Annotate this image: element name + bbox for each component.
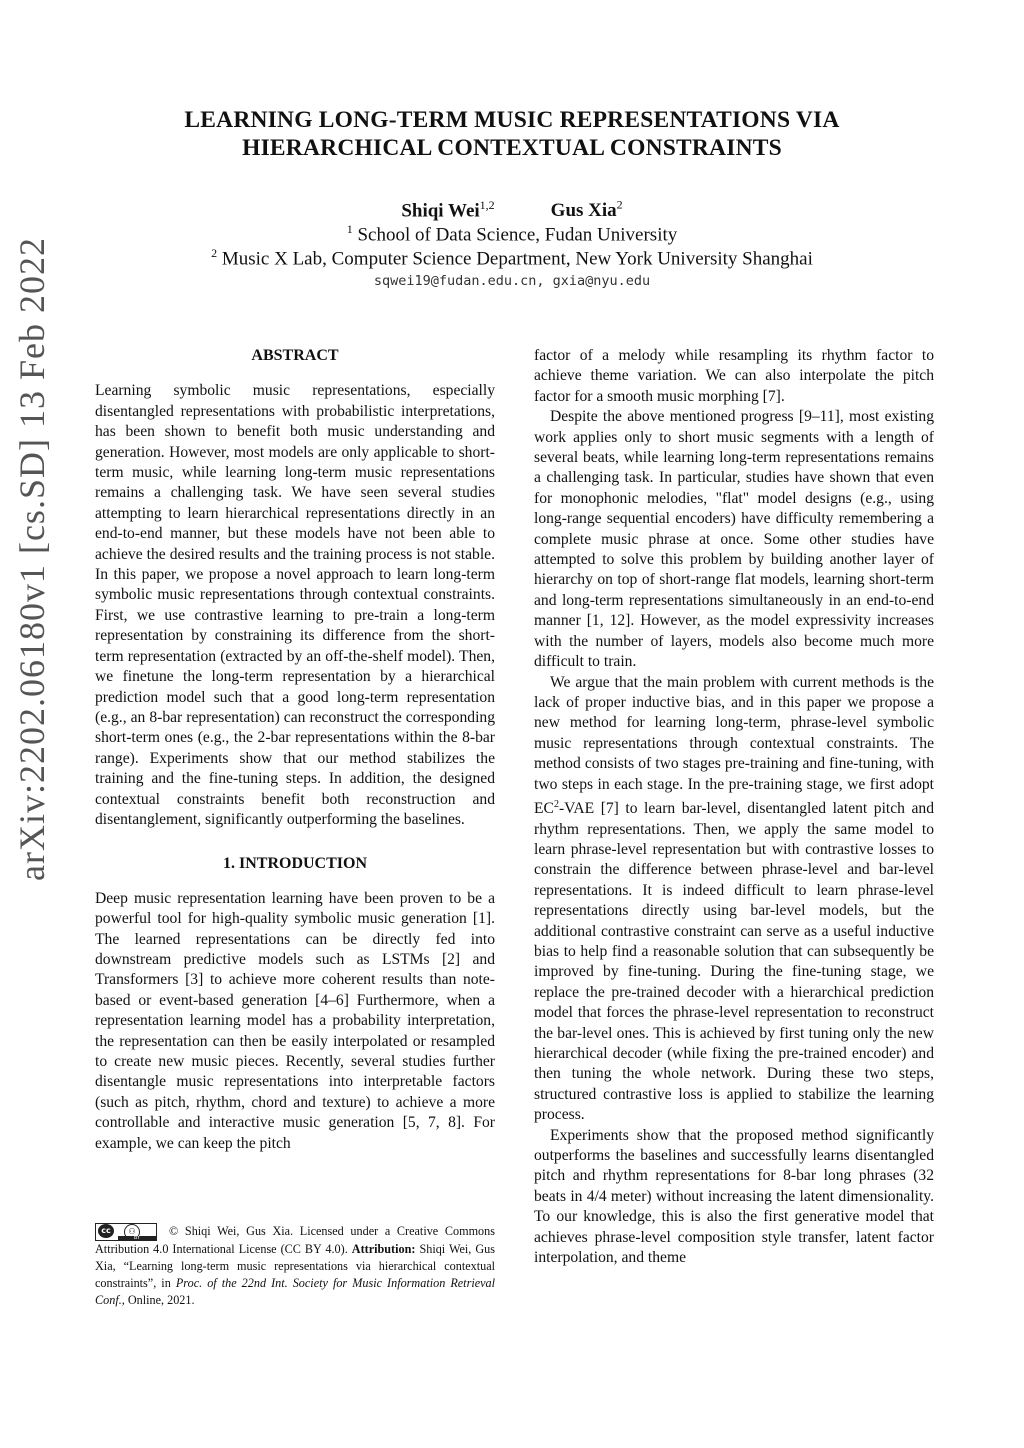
right-paragraph-4: Experiments show that the proposed method significantly outperforms the baselines and successfully learns disentangled pitch and rhythm representations for 8-bar long phrases (32 beats in 4/4 meter) without increasing the latent dimensionality. To our knowledge, this is also the first generative model that achieves phrase-level composition style transfer, latent factor interpolation, and theme <box>534 1126 934 1267</box>
by-label: BY <box>118 1236 156 1241</box>
license-venue: Proc. of the 22nd Int. Society for Music Information Retrieval Conf., <box>95 1276 496 1308</box>
author-1-name: Shiqi Wei <box>401 200 480 222</box>
author-2-affil: 2 <box>616 198 623 212</box>
right-paragraph-3-b: -VAE [7] to learn bar-level, disentangled latent pitch and rhythm representations. Then, we apply the same model to learn phrase-level representation but with contrastive losses to constrain the difference between phrase-level and bar-level representations. It is indeed difficult to learn phrase-level representations directly using bar-level models, but the additional contrastive constraint can serve as a useful inductive bias to help find a reasonable solution that can subsequently be improved by fine-tuning. During the fine-tuning stage, we replace the pre-trained decoder with a hierarchical prediction model that forces the phrase-level representation to reconstruct the bar-level ones. This is achieved by first tuning only the new hierarchical decoder (while fixing the pre-trained encoder) and then tuning the whole network. During these two steps, structured contrastive loss is applied to stabilize the learning process. <box>534 800 934 1124</box>
affiliation-2-text: Music X Lab, Computer Science Department, New York University Shanghai <box>221 248 813 270</box>
affiliation-2 <box>0 246 1024 270</box>
abstract-heading: ABSTRACT <box>251 347 339 364</box>
right-paragraph-3-a: We argue that the main problem with current methods is the lack of proper inductive bias, and in this paper we propose a new method for learning long-term, phrase-level symbolic music representations through contextual constraints. The method consists of two stages pre-training and fine-tuning, with two steps in each stage. In the pre-training stage, we first adopt EC <box>534 673 934 818</box>
intro-paragraph: Deep music representation learning have been proven to be a powerful tool for high-quality symbolic music generation [1]. The learned representations can be directly fed into downstream predictive models such as LSTMs [2] and Transformers [3] to achieve more coherent results than note-based or event-based generation [4–6] Furthermore, when a representation learning model has a probability interpretation, the representation can then be easily interpolated or resampled to create new music pieces. Recently, several studies further disentangle music representations into interpretable factors (such as pitch, rhythm, chord and texture) to achieve a more controllable and interactive music generation [5, 7, 8]. For example, we can keep the pitch <box>95 889 495 1152</box>
title-line-1: LEARNING LONG-TERM MUSIC REPRESENTATIONS VIA <box>184 107 840 133</box>
author-1-affil: 1,2 <box>479 198 495 212</box>
abstract-text: Learning symbolic music representations, especially disentangled representations with probabilistic interpretations, has been shown to benefit both music understanding and generation. However, most models are only applicable to short-term music, while learning long-term music representations remains a challenging task. We have seen several studies attempting to learn hierarchical representations directly in an end-to-end manner, but these models have not been able to achieve the desired results and the training process is not stable. In this paper, we propose a novel approach to learn long-term symbolic music representations through contextual constraints. First, we use contrastive learning to pre-train a long-term representation by constraining its difference from the short-term representation (extracted by an off-the-shelf model). Then, we finetune the long-term representation by a hierarchical prediction model such that a good long-term representation (e.g., an 8-bar representation) can reconstruct the corresponding short-term ones (e.g., the 2-bar representations within the 8-bar range). Experiments show that our method stabilizes the training and the fine-tuning steps. In addition, the designed contextual constraints benefit both reconstruction and disentanglement, significantly outperforming the baselines. <box>95 382 495 828</box>
right-paragraph-2: Despite the above mentioned progress [9–11], most existing work applies only to short music segments with a length of several beats, while learning long-term representations remains a challenging task. In particular, studies have shown that even for monophonic melodies, "flat" model designs (e.g., using long-range sequential encoders) have difficulty remembering a complete music phrase at once. Some other studies have attempted to solve this problem by building another layer of hierarchy on top of short-range flat models, learning short-term and long-term representations simultaneously in an end-to-end manner [1, 12]. However, as the model expressivity increases with the number of layers, models also become much more difficult to train. <box>534 408 934 671</box>
right-paragraph-3 <box>534 673 934 1126</box>
license-text-3: Online, 2021. <box>127 1293 195 1308</box>
author-1 <box>401 198 494 222</box>
author-2-name: Gus Xia <box>550 200 617 222</box>
right-column <box>534 346 934 1268</box>
title-line-2: HIERARCHICAL CONTEXTUAL CONSTRAINTS <box>242 135 782 161</box>
arxiv-sidebar-id: arXiv:2202.06180v1 [cs.SD] 13 Feb 2022 <box>12 237 52 881</box>
ec2-superscript: 2 <box>553 798 559 810</box>
author-emails: sqwei19@fudan.edu.cn, gxia@nyu.edu <box>373 273 651 289</box>
author-2 <box>551 200 623 221</box>
license-text-2: Shiqi Wei, Gus Xia, “Learning long-term music representations via hierarchical contextual constraints”, in <box>95 1242 495 1291</box>
affiliation-2-mark: 2 <box>211 246 218 260</box>
affiliation-1 <box>0 222 1024 246</box>
author-list <box>0 198 1024 222</box>
affiliation-1-text: School of Data Science, Fudan University <box>357 224 678 246</box>
right-paragraph-1: factor of a melody while resampling its rhythm factor to achieve theme variation. We can also interpolate the pitch factor for a smooth music morphing [7]. <box>534 347 934 405</box>
affiliation-1-mark: 1 <box>346 222 353 236</box>
cc-icon: cc <box>98 1224 114 1238</box>
paper-title <box>0 106 1024 162</box>
person-icon: ⚇ <box>124 1224 140 1240</box>
license-footnote <box>95 1223 495 1309</box>
license-text-1: © Shiqi Wei, Gus Xia. Licensed under a Creative Commons Attribution 4.0 International License (CC BY 4.0). <box>95 1224 495 1257</box>
cc-by-badge <box>95 1223 157 1241</box>
left-column <box>95 346 495 1154</box>
intro-heading: 1. INTRODUCTION <box>222 855 367 873</box>
attribution-label: Attribution: <box>351 1242 416 1257</box>
